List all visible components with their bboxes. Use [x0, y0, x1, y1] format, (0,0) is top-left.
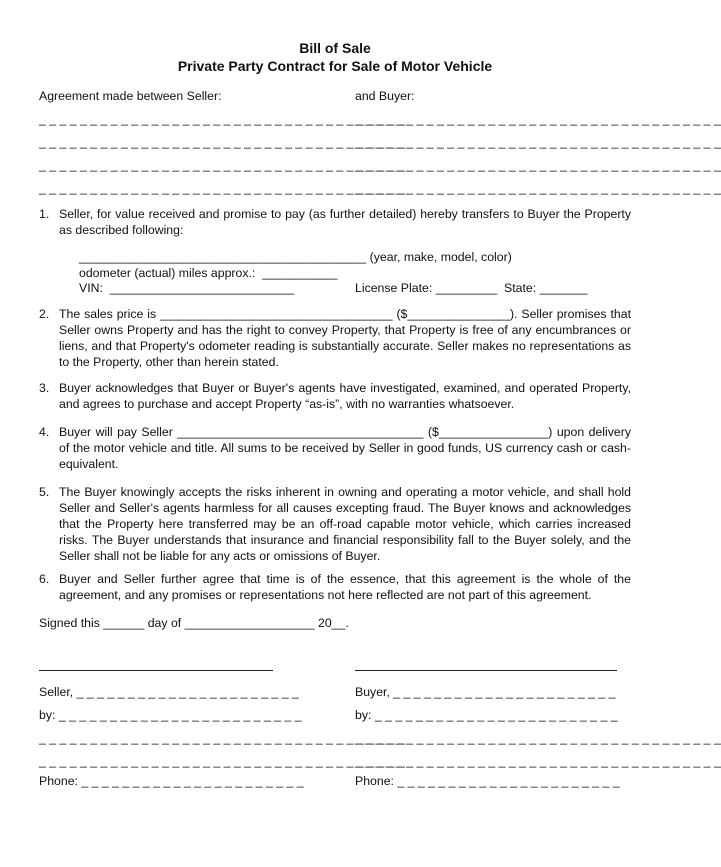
seller-by-line[interactable]: by: _ _ _ _ _ _ _ _ _ _ _ _ _ _ _ _ _ _ _ _ _ _ _ _ — [39, 708, 302, 722]
seller-name-line-3[interactable]: _ _ _ _ _ _ _ _ _ _ _ _ _ _ _ _ _ _ _ _ _ _ _ _ _ _ _ _ _ _ _ _ _ _ _ _ — [39, 158, 405, 172]
clause-5-number: 5. — [39, 485, 50, 499]
clause-6-number: 6. — [39, 572, 50, 586]
buyer-label[interactable]: Buyer, _ _ _ _ _ _ _ _ _ _ _ _ _ _ _ _ _ _ _ _ _ _ — [355, 685, 616, 699]
license-plate-line[interactable]: License Plate: _________ State: _______ — [355, 281, 588, 295]
buyer-by-line[interactable]: by: _ _ _ _ _ _ _ _ _ _ _ _ _ _ _ _ _ _ _ _ _ _ _ _ — [355, 708, 618, 722]
seller-name-line-4[interactable]: _ _ _ _ _ _ _ _ _ _ _ _ _ _ _ _ _ _ _ _ _ _ _ _ _ _ _ _ _ _ _ _ _ _ _ _ — [39, 181, 405, 195]
buyer-signature-line[interactable] — [355, 670, 617, 671]
seller-address-line-1[interactable]: _ _ _ _ _ _ _ _ _ _ _ _ _ _ _ _ _ _ _ _ _ _ _ _ _ _ _ _ _ _ _ _ _ _ _ _ — [39, 731, 405, 745]
seller-label[interactable]: Seller, _ _ _ _ _ _ _ _ _ _ _ _ _ _ _ _ _ _ _ _ _ _ — [39, 685, 299, 699]
clause-1-text: Seller, for value received and promise to pay (as further detailed) hereby transfers to Buyer the Property as described following: — [59, 207, 631, 237]
seller-name-line-2[interactable]: _ _ _ _ _ _ _ _ _ _ _ _ _ _ _ _ _ _ _ _ _ _ _ _ _ _ _ _ _ _ _ _ _ _ _ _ — [39, 135, 405, 149]
clause-4-number: 4. — [39, 425, 50, 439]
document-title: Bill of Sale — [299, 40, 371, 56]
clause-5-text: The Buyer knowingly accepts the risks inherent in owning and operating a motor vehicle, and shall hold Seller and Seller's agents harmless for all causes excepting fraud. The Buyer knows and acknowledges that the Property here transferred may be an off-road capable motor vehicle, which carries increased risks. The Buyer understands that insurance and financial responsibility fall to the Buyer solely, and the Seller shall not be liable for any acts or omissions of Buyer. — [59, 485, 631, 563]
buyer-address-line-1[interactable]: _ _ _ _ _ _ _ _ _ _ _ _ _ _ _ _ _ _ _ _ _ _ _ _ _ _ _ _ _ _ _ _ _ _ _ _ — [355, 731, 721, 745]
seller-address-line-2[interactable]: _ _ _ _ _ _ _ _ _ _ _ _ _ _ _ _ _ _ _ _ _ _ _ _ _ _ _ _ _ _ _ _ _ _ _ _ — [39, 754, 405, 768]
clause-3-number: 3. — [39, 381, 50, 395]
clause-2-number: 2. — [39, 307, 50, 321]
clause-4-text: Buyer will pay Seller ____________________________________ ($________________) upon delivery of the motor vehicle and title. All sums to be received by Seller in good funds, US currency cash or cash-equivalent. — [59, 425, 631, 471]
buyer-intro: and Buyer: — [355, 89, 415, 103]
clause-3-text: Buyer acknowledges that Buyer or Buyer's agents have investigated, examined, and operated Property, and agrees to purchase and accept Property “as-is”, with no warranties whatsoever. — [59, 381, 631, 411]
seller-intro: Agreement made between Seller: — [39, 89, 222, 103]
clause-2-text: The sales price is __________________________________ ($_______________). Seller promises that Seller owns Property and has the right to convey Property, that Property is free of any encumbrances or liens, and that Property's odometer reading is substantially accurate. Seller makes no representations as to the Property, other than herein stated. — [59, 307, 631, 369]
document-subtitle: Private Party Contract for Sale of Motor Vehicle — [177, 58, 493, 74]
signed-date-line[interactable]: Signed this ______ day of ___________________ 20__. — [39, 616, 349, 630]
seller-phone-line[interactable]: Phone: _ _ _ _ _ _ _ _ _ _ _ _ _ _ _ _ _ _ _ _ _ _ — [39, 774, 304, 788]
seller-name-line-1[interactable]: _ _ _ _ _ _ _ _ _ _ _ _ _ _ _ _ _ _ _ _ _ _ _ _ _ _ _ _ _ _ _ _ _ _ _ _ — [39, 112, 405, 126]
clause-6-text: Buyer and Seller further agree that time is of the essence, that this agreement is the whole of the agreement, and any promises or representations not here reflected are not part of this agreement. — [59, 572, 631, 602]
buyer-name-line-2[interactable]: _ _ _ _ _ _ _ _ _ _ _ _ _ _ _ _ _ _ _ _ _ _ _ _ _ _ _ _ _ _ _ _ _ _ _ _ — [355, 135, 721, 149]
vin-line[interactable]: VIN: ___________________________ — [79, 281, 295, 295]
buyer-phone-line[interactable]: Phone: _ _ _ _ _ _ _ _ _ _ _ _ _ _ _ _ _ _ _ _ _ _ — [355, 774, 620, 788]
buyer-name-line-3[interactable]: _ _ _ _ _ _ _ _ _ _ _ _ _ _ _ _ _ _ _ _ _ _ _ _ _ _ _ _ _ _ _ _ _ _ _ _ — [355, 158, 721, 172]
buyer-address-line-2[interactable]: _ _ _ _ _ _ _ _ _ _ _ _ _ _ _ _ _ _ _ _ _ _ _ _ _ _ _ _ _ _ _ _ _ _ _ _ — [355, 754, 721, 768]
buyer-name-line-1[interactable]: _ _ _ _ _ _ _ _ _ _ _ _ _ _ _ _ _ _ _ _ _ _ _ _ _ _ _ _ _ _ _ _ _ _ _ _ — [355, 112, 721, 126]
odometer-line[interactable]: odometer (actual) miles approx.: ___________ — [79, 266, 338, 280]
seller-signature-line[interactable] — [39, 670, 273, 671]
buyer-name-line-4[interactable]: _ _ _ _ _ _ _ _ _ _ _ _ _ _ _ _ _ _ _ _ _ _ _ _ _ _ _ _ _ _ _ _ _ _ _ _ — [355, 181, 721, 195]
vehicle-description-line[interactable]: __________________________________________ (year, make, model, color) — [79, 250, 512, 264]
clause-1-number: 1. — [39, 207, 50, 221]
